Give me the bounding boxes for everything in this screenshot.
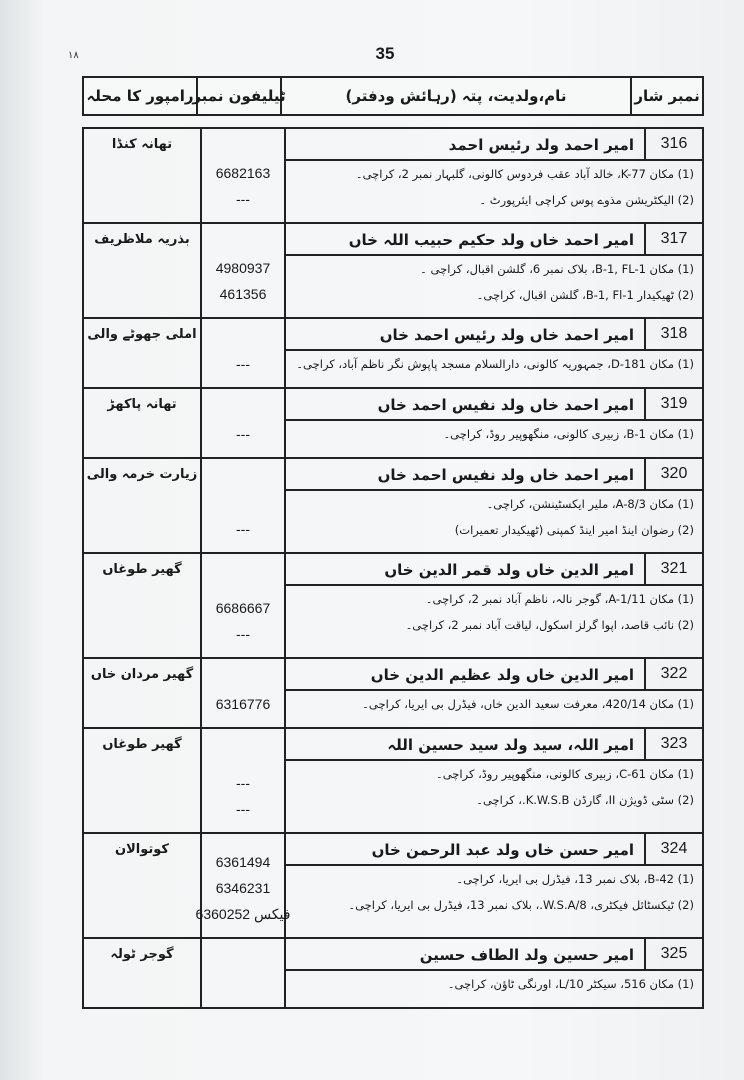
address-line: (1) مکان C-61، زبیری کالونی، منگھوپیر روڈ، کراچی۔ xyxy=(435,767,694,781)
telephone-number: --- xyxy=(236,801,250,817)
table-row xyxy=(84,389,702,459)
row-telephones xyxy=(195,834,291,937)
telephone-number: 6361494 xyxy=(215,854,271,870)
row-entry xyxy=(286,554,702,657)
row-entry xyxy=(286,224,702,317)
row-entry xyxy=(286,459,702,552)
table-row xyxy=(84,729,702,834)
serial-number: 322 xyxy=(644,659,702,691)
row-telephones xyxy=(202,129,286,222)
table-header xyxy=(82,76,704,116)
person-name: امیر حسین ولد الطاف حسین xyxy=(286,939,702,971)
telephone-number: 6686667 xyxy=(215,600,271,616)
row-mohalla: گھیر طوغاں xyxy=(84,729,202,832)
address-line: (1) مکان K-77، خالد آباد عقب فردوس کالونی، گلبہار نمبر 2، کراچی۔ xyxy=(355,167,694,181)
serial-number: 320 xyxy=(644,459,702,491)
row-mohalla: تھانہ کنڈا xyxy=(84,129,202,222)
serial-number: 324 xyxy=(644,834,702,866)
serial-number: 319 xyxy=(644,389,702,421)
table-row xyxy=(84,939,702,1009)
row-mohalla: گھیر طوغاں xyxy=(84,554,202,657)
address-line: (2) ٹیکسٹائل فیکٹری، 8/W.S.A.، بلاک نمبر 13، فیڈرل بی ایریا، کراچی۔ xyxy=(348,898,694,912)
row-entry xyxy=(286,319,702,387)
address-line: (1) مکان D-181، جمہوریہ کالونی، دارالسلام مسجد پاپوش نگر ناظم آباد، کراچی۔ xyxy=(296,357,694,371)
person-name: امیر اللہ، سید ولد سید حسین اللہ xyxy=(286,729,702,761)
telephone-number: --- xyxy=(236,626,250,642)
serial-number: 323 xyxy=(644,729,702,761)
address-line: (1) مکان B-1, FL-1، بلاک نمبر 6، گلشن اقبال، کراچی ۔ xyxy=(420,262,694,276)
telephone-number: --- xyxy=(236,521,250,537)
row-entry xyxy=(286,129,702,222)
address-line: (2) الیکٹریشن مذوے پوس کراچی ایئرپورٹ ۔ xyxy=(479,193,694,207)
telephone-number: --- xyxy=(236,356,250,372)
address-line: (1) مکان A-1/11، گوجر نالہ، ناظم آباد نمبر 2، کراچی۔ xyxy=(425,592,694,606)
row-telephones xyxy=(202,659,286,727)
address-line: (1) مکان B-1، زبیری کالونی، منگھوپیر روڈ، کراچی۔ xyxy=(443,427,694,441)
row-telephones xyxy=(202,554,286,657)
row-entry xyxy=(286,834,702,937)
table-row xyxy=(84,554,702,659)
header-telephone: ٹیلیفون نمبر xyxy=(198,78,282,114)
serial-number: 317 xyxy=(644,224,702,256)
row-entry xyxy=(286,939,702,1007)
header-name-address: نام،ولدیت، پتہ (رہائش ودفتر) xyxy=(282,78,632,114)
telephone-number: --- xyxy=(236,191,250,207)
serial-number: 321 xyxy=(644,554,702,586)
person-name: امیر حسن خاں ولد عبد الرحمن خاں xyxy=(286,834,702,866)
address-line: (1) مکان A-8/3، ملیر ایکسٹینشن، کراچی۔ xyxy=(486,497,694,511)
telephone-number: 6346231 xyxy=(215,880,271,896)
row-mohalla: زیارت خرمہ والی xyxy=(84,459,202,552)
serial-number: 318 xyxy=(644,319,702,351)
row-mohalla: کوتوالان xyxy=(84,834,202,937)
address-line: (1) مکان 516، سیکٹر 10/L، اورنگی ٹاؤن، کراچی۔ xyxy=(447,977,694,991)
row-telephones xyxy=(202,389,286,457)
address-line: (2) سٹی ڈویژن II، گارڈن K.W.S.B.، کراچی۔ xyxy=(476,793,694,807)
telephone-number: 6316776 xyxy=(215,696,271,712)
corner-mark: ۱۸ xyxy=(68,50,79,61)
row-telephones xyxy=(202,939,286,1007)
table-row xyxy=(84,224,702,319)
row-telephones xyxy=(202,224,286,317)
telephone-number: 461356 xyxy=(219,286,267,302)
row-mohalla: بذریہ ملاظریف xyxy=(84,224,202,317)
address-line: (1) B-42، بلاک نمبر 13، فیڈرل بی ایریا، کراچی۔ xyxy=(456,872,694,886)
entries-table xyxy=(82,127,704,1009)
table-row xyxy=(84,659,702,729)
row-telephones xyxy=(202,729,286,832)
serial-number: 316 xyxy=(644,129,702,161)
address-line: (2) نائب قاصد، اپوا گرلز اسکول، لیاقت آباد نمبر 2، کراچی۔ xyxy=(405,618,694,632)
telephone-number: 6360252 فیکس xyxy=(195,906,291,922)
serial-number: 325 xyxy=(644,939,702,971)
row-mohalla: گھیر مردان خاں xyxy=(84,659,202,727)
row-telephones xyxy=(202,319,286,387)
telephone-number: 4980937 xyxy=(215,260,271,276)
header-serial: نمبر شار xyxy=(634,87,700,105)
table-row xyxy=(84,319,702,389)
person-name: امیر الدین خاں ولد عظیم الدین خاں xyxy=(286,659,702,691)
table-row xyxy=(84,129,702,224)
telephone-number: 6682163 xyxy=(215,165,271,181)
person-name: امیر احمد خاں ولد رئیس احمد خاں xyxy=(286,319,702,351)
table-row xyxy=(84,459,702,554)
person-name: امیر احمد ولد رئیس احمد xyxy=(286,129,702,161)
telephone-number: --- xyxy=(236,775,250,791)
header-mohalla: رامپور کا محلہ xyxy=(84,78,198,114)
address-line: (2) ٹھیکیدار B-1, Fl-1، گلشن اقبال، کراچی۔ xyxy=(476,288,694,302)
telephone-number: --- xyxy=(236,426,250,442)
row-entry xyxy=(286,389,702,457)
table-row xyxy=(84,834,702,939)
address-line: (2) رضوان اینڈ امیر اینڈ کمپنی (ٹھیکیدار تعمیرات) xyxy=(454,523,694,537)
person-name: امیر الدین خاں ولد قمر الدین خاں xyxy=(286,554,702,586)
address-line: (1) مکان 420/14، معرفت سعید الدین خاں، فیڈرل بی ایریا، کراچی۔ xyxy=(362,697,694,711)
row-mohalla: گوجر ٹولہ xyxy=(84,939,202,1007)
row-mohalla: املی جھوٹے والی xyxy=(84,319,202,387)
person-name: امیر احمد خاں ولد نفیس احمد خاں xyxy=(286,459,702,491)
row-entry xyxy=(286,729,702,832)
row-entry xyxy=(286,659,702,727)
row-mohalla: تھانہ پاکھڑ xyxy=(84,389,202,457)
person-name: امیر احمد خاں ولد حکیم حبیب اللہ خاں xyxy=(286,224,702,256)
row-telephones xyxy=(202,459,286,552)
person-name: امیر احمد خاں ولد نفیس احمد خاں xyxy=(286,389,702,421)
page-number: 35 xyxy=(375,44,395,63)
